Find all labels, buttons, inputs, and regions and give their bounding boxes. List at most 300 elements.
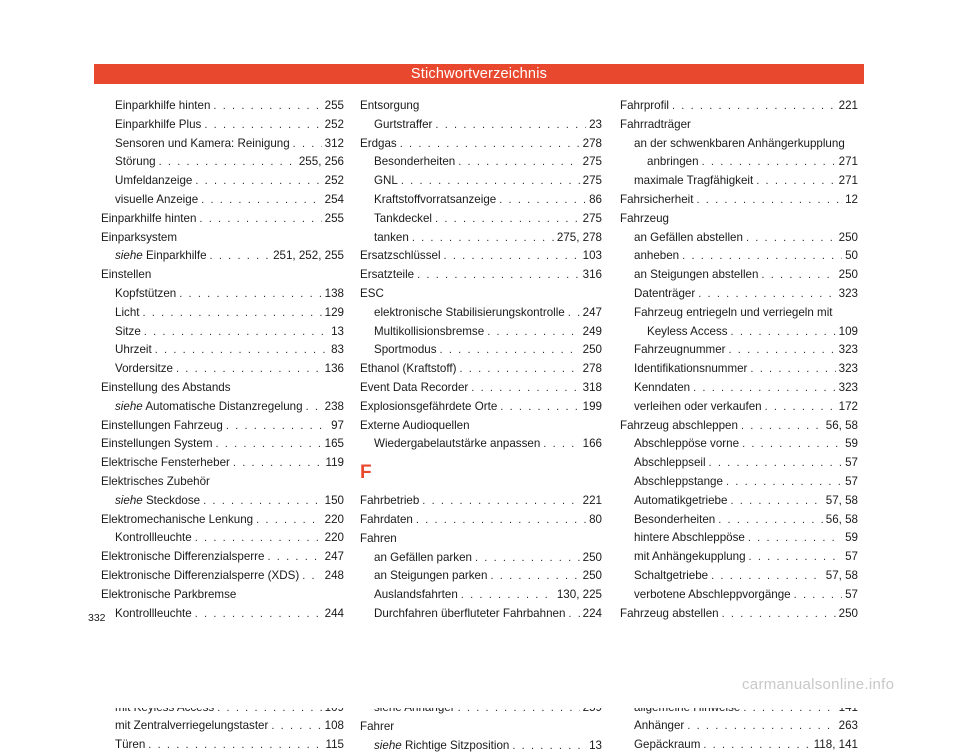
index-entry-label (360, 718, 394, 737)
index-entry-label (374, 567, 487, 586)
index-entry-page[interactable]: 250 (839, 266, 858, 285)
page-number: 332 (88, 612, 106, 624)
index-entry-label (360, 379, 468, 398)
index-entry-label (634, 736, 700, 755)
index-entry-label (634, 135, 845, 154)
index-entry-text: Tankdeckel (374, 212, 432, 225)
index-entry-page[interactable]: 12 (845, 191, 858, 210)
index-entry-label (374, 737, 509, 755)
index-entry-page[interactable]: 50 (845, 247, 858, 266)
index-entry-page[interactable]: 130, 225 (557, 586, 602, 605)
index-entry (360, 360, 602, 379)
dot-leader (203, 492, 322, 511)
index-entry-page[interactable]: 250 (839, 605, 858, 624)
index-entry-page[interactable]: 271 (839, 153, 858, 172)
index-entry (360, 567, 602, 586)
dot-leader (761, 266, 835, 285)
index-entry-label (115, 191, 198, 210)
letter-heading-text: F (360, 454, 372, 492)
index-entry-text: Einparksystem (101, 231, 177, 244)
index-entry (620, 360, 858, 379)
index-entry-label (115, 172, 192, 191)
index-entry (101, 266, 344, 285)
index-entry (360, 492, 602, 511)
index-entry (101, 229, 344, 248)
dot-leader (302, 567, 321, 586)
index-entry-page[interactable]: 323 (839, 360, 858, 379)
index-entry-text: tanken (374, 231, 409, 244)
index-entry-text: Durchfahren überfluteter Fahrbahnen (374, 607, 565, 620)
dot-leader (422, 492, 579, 511)
index-entry (360, 247, 602, 266)
index-entry-page[interactable]: 57 (845, 586, 858, 605)
index-entry-text: an der schwenkbaren Anhängerkupplung (634, 137, 845, 150)
index-entry-text: Ersatzschlüssel (360, 249, 441, 262)
index-entry (360, 172, 602, 191)
index-entry-page[interactable]: 221 (839, 97, 858, 116)
index-entry (101, 97, 344, 116)
index-entry-label (374, 435, 540, 454)
index-entry-page[interactable]: 57 (845, 454, 858, 473)
dot-leader (210, 247, 271, 266)
index-entry-page[interactable]: 13 (331, 323, 344, 342)
index-entry-label (115, 398, 303, 417)
index-entry-text: Einstellungen Fahrzeug (101, 419, 223, 432)
dot-leader (401, 172, 580, 191)
index-entry-page[interactable]: 57, 58 (826, 492, 858, 511)
dot-leader (271, 717, 321, 736)
dot-leader (459, 360, 579, 379)
index-entry-label (101, 511, 253, 530)
index-entry (101, 398, 344, 417)
index-entry (101, 567, 344, 586)
index-entry-page[interactable]: 312 (325, 135, 344, 154)
index-entry-label (115, 153, 156, 172)
index-entry-label (634, 492, 727, 511)
index-entry-page[interactable]: 318 (583, 379, 602, 398)
index-entry-page[interactable]: 118, 141 (814, 736, 858, 755)
index-entry (620, 247, 858, 266)
index-entry-text: Vordersitze (115, 362, 173, 375)
dot-leader (148, 736, 322, 755)
index-entry-page[interactable]: 166 (583, 435, 602, 454)
index-entry-text: Keyless Access (647, 325, 728, 338)
index-entry-label (101, 417, 223, 436)
index-entry-label (360, 530, 397, 549)
index-entry-page[interactable]: 263 (839, 717, 858, 736)
dot-leader (412, 229, 554, 248)
index-entry-label (101, 567, 299, 586)
dot-leader (742, 435, 842, 454)
index-entry-page[interactable]: 275 (583, 172, 602, 191)
index-entry (101, 736, 344, 755)
index-entry-page[interactable]: 115 (326, 736, 344, 755)
index-entry-text: mit Zentralverriegelungstaster (115, 719, 268, 732)
index-entry (620, 473, 858, 492)
index-entry-label (647, 323, 728, 342)
index-entry-page[interactable]: 221 (583, 492, 602, 511)
index-entry-page[interactable]: 136 (325, 360, 344, 379)
index-entry (101, 191, 344, 210)
index-entry-page[interactable]: 172 (839, 398, 858, 417)
index-entry-page[interactable]: 224 (583, 605, 602, 624)
index-entry (360, 97, 602, 116)
dot-leader (400, 135, 580, 154)
index-entry-label (360, 511, 413, 530)
index-entry-page[interactable]: 138 (325, 285, 344, 304)
index-entry-page[interactable]: 252 (325, 116, 344, 135)
watermark: carmanualsonline.info (742, 676, 894, 693)
index-entry-page[interactable]: 250 (583, 341, 602, 360)
index-entry-page[interactable]: 316 (583, 266, 602, 285)
index-entry (620, 285, 858, 304)
index-entry (620, 454, 858, 473)
index-entry-text: Automatische Distanzregelung (145, 400, 302, 413)
dot-leader (440, 341, 580, 360)
dot-leader (703, 736, 810, 755)
dot-leader (765, 398, 836, 417)
index-entry-text: an Steigungen abstellen (634, 268, 758, 281)
index-entry (620, 605, 858, 624)
index-entry (620, 717, 858, 736)
index-entry-label (115, 285, 176, 304)
index-entry-text: Datenträger (634, 287, 695, 300)
index-entry-page[interactable]: 56, 58 (826, 417, 858, 436)
index-entry-label (101, 473, 210, 492)
index-entry-label (634, 172, 753, 191)
dot-leader (159, 153, 296, 172)
dot-leader (444, 247, 580, 266)
dot-leader (726, 473, 842, 492)
index-entry-text: visuelle Anzeige (115, 193, 198, 206)
index-entry-label (374, 549, 472, 568)
index-entry-text: Steckdose (146, 494, 200, 507)
index-entry-text: verbotene Abschleppvorgänge (634, 588, 791, 601)
dot-leader (471, 379, 579, 398)
index-entry-text: Fahrzeug abstellen (620, 607, 719, 620)
dot-leader (293, 135, 322, 154)
index-entry-page[interactable]: 220 (325, 529, 344, 548)
dot-leader (693, 379, 836, 398)
index-entry-page[interactable]: 275 (583, 210, 602, 229)
index-entry-label (101, 586, 236, 605)
index-entry-page[interactable]: 59 (845, 435, 858, 454)
index-entry-text: Multikollisionsbremse (374, 325, 484, 338)
index-entry-text: elektronische Stabilisierungskontrolle (374, 306, 565, 319)
index-entry (101, 435, 344, 454)
index-entry-text: Abschleppöse vorne (634, 437, 739, 450)
index-entry-page[interactable]: 278 (583, 360, 602, 379)
index-entry-page[interactable]: 238 (325, 398, 344, 417)
index-entry-page[interactable]: 109 (839, 323, 858, 342)
index-entry-text: Elektronische Differenzialsperre (101, 550, 264, 563)
dot-leader (233, 454, 323, 473)
index-entry-text: Auslandsfahrten (374, 588, 458, 601)
index-entry (101, 116, 344, 135)
index-entry-page[interactable]: 250 (583, 567, 602, 586)
index-entry (620, 135, 858, 154)
index-entry (620, 417, 858, 436)
index-entry (360, 285, 602, 304)
index-entry (101, 135, 344, 154)
index-entry-text: Kraftstoffvorratsanzeige (374, 193, 496, 206)
index-entry (620, 567, 858, 586)
index-entry (101, 605, 344, 624)
index-entry-page[interactable]: 57 (845, 473, 858, 492)
index-entry-label (634, 586, 791, 605)
index-entry-label (374, 341, 437, 360)
index-entry (101, 717, 344, 736)
index-entry-page[interactable]: 323 (839, 341, 858, 360)
dot-leader (756, 172, 835, 191)
index-entry-page[interactable]: 83 (331, 341, 344, 360)
index-entry-text: Sportmodus (374, 343, 437, 356)
index-entry-page[interactable]: 150 (325, 492, 344, 511)
index-entry-label (101, 229, 177, 248)
dot-leader (144, 323, 328, 342)
index-entry-page[interactable]: 247 (583, 304, 602, 323)
index-entry-text: Fahrsicherheit (620, 193, 693, 206)
index-entry-page[interactable]: 255, 256 (299, 153, 344, 172)
dot-leader (682, 247, 842, 266)
index-entry-text: Einstellung des Abstands (101, 381, 231, 394)
index-entry-text: Einparkhilfe hinten (115, 99, 210, 112)
index-entry-page[interactable]: 119 (326, 454, 344, 473)
index-entry-text: Sitze (115, 325, 141, 338)
index-entry-label (374, 172, 398, 191)
index-entry-label (634, 266, 758, 285)
dot-leader (711, 567, 823, 586)
index-entry-page[interactable]: 323 (839, 379, 858, 398)
index-entry (360, 737, 602, 755)
index-entry-text: an Steigungen parken (374, 569, 487, 582)
index-entry (101, 153, 344, 172)
index-entry-text: an Gefällen parken (374, 551, 472, 564)
index-entry-text: Event Data Recorder (360, 381, 468, 394)
index-entry-text: hintere Abschleppöse (634, 531, 745, 544)
index-entry-label (634, 529, 745, 548)
index-entry (101, 379, 344, 398)
dot-leader (499, 191, 586, 210)
dot-leader (750, 360, 835, 379)
index-entry (620, 435, 858, 454)
dot-leader (458, 153, 579, 172)
index-entry (101, 548, 344, 567)
dot-leader (731, 323, 836, 342)
index-entry (360, 718, 602, 737)
index-entry-text: Explosionsgefährdete Orte (360, 400, 497, 413)
index-entry-label (115, 492, 200, 511)
index-entry-page[interactable]: 255 (325, 210, 344, 229)
index-entry-label (115, 605, 192, 624)
index-entry (620, 153, 858, 172)
index-entry (360, 266, 602, 285)
index-entry-page[interactable]: 108 (325, 717, 344, 736)
dot-leader (226, 417, 328, 436)
dot-leader (568, 304, 580, 323)
index-entry-page[interactable]: 250 (839, 229, 858, 248)
dot-leader (543, 435, 579, 454)
index-entry-label (101, 548, 264, 567)
index-entry (620, 210, 858, 229)
index-entry-text: Wiedergabelautstärke anpassen (374, 437, 540, 450)
section-header-bar (94, 64, 864, 84)
index-entry-label (634, 511, 715, 530)
index-entry-text: Automatikgetriebe (634, 494, 727, 507)
index-entry (101, 341, 344, 360)
index-entry (360, 341, 602, 360)
dot-leader (416, 511, 586, 530)
index-letter-heading (360, 454, 602, 492)
dot-leader (490, 567, 579, 586)
index-entry (360, 135, 602, 154)
index-entry-text: Elektrisches Zubehör (101, 475, 210, 488)
index-entry (101, 323, 344, 342)
index-entry-page[interactable]: 252 (325, 172, 344, 191)
index-entry-text: Elektronische Differenzialsperre (XDS) (101, 569, 299, 582)
dot-leader (475, 549, 580, 568)
index-entry-label (620, 210, 669, 229)
index-entry-label (115, 135, 290, 154)
index-entry-text: Ersatzteile (360, 268, 414, 281)
index-entry (101, 586, 344, 605)
index-entry-page[interactable]: 254 (325, 191, 344, 210)
index-entry-page[interactable]: 103 (583, 247, 602, 266)
index-entry (360, 379, 602, 398)
index-entry-page[interactable]: 255 (325, 97, 344, 116)
index-entry-label (374, 210, 432, 229)
dot-leader (709, 454, 843, 473)
index-entry-text: Abschleppstange (634, 475, 723, 488)
dot-leader (487, 323, 579, 342)
index-entry-label (620, 417, 738, 436)
index-entry-label (360, 360, 456, 379)
index-entry-text: Identifikationsnummer (634, 362, 747, 375)
index-entry-page[interactable]: 271 (839, 172, 858, 191)
index-entry (360, 153, 602, 172)
index-entry-text: Türen (115, 738, 145, 751)
index-entry-page[interactable]: 275 (583, 153, 602, 172)
dot-leader (461, 586, 554, 605)
index-entry (620, 341, 858, 360)
bottom-margin (0, 626, 960, 708)
index-entry (360, 210, 602, 229)
index-entry-label (634, 567, 708, 586)
dot-leader (749, 548, 843, 567)
index-entry (620, 379, 858, 398)
index-entry-label (634, 341, 726, 360)
index-entry-text: Störung (115, 155, 156, 168)
index-entry-page[interactable]: 57 (845, 548, 858, 567)
index-entry-text: Einparkhilfe hinten (101, 212, 196, 225)
index-entry (101, 473, 344, 492)
index-entry (620, 266, 858, 285)
dot-leader (195, 605, 322, 624)
index-entry-label (634, 379, 690, 398)
index-entry (360, 605, 602, 624)
dot-leader (216, 435, 322, 454)
dot-leader (718, 511, 823, 530)
index-entry-label (374, 323, 484, 342)
index-entry-page[interactable]: 199 (583, 398, 602, 417)
index-entry (620, 548, 858, 567)
index-entry-page[interactable]: 59 (845, 529, 858, 548)
index-entry-page[interactable]: 56, 58 (826, 511, 858, 530)
dot-leader (306, 398, 322, 417)
index-entry-page[interactable]: 244 (325, 605, 344, 624)
index-entry-label (620, 605, 719, 624)
index-entry-page[interactable]: 97 (331, 417, 344, 436)
index-entry-page[interactable]: 23 (589, 116, 602, 135)
index-entry-text: an Gefällen abstellen (634, 231, 743, 244)
index-entry-text: Einparkhilfe Plus (115, 118, 201, 131)
index-entry (101, 210, 344, 229)
index-entry-page[interactable]: 275, 278 (557, 229, 602, 248)
index-entry-page[interactable]: 247 (325, 548, 344, 567)
index-entry-text: verleihen oder verkaufen (634, 400, 762, 413)
index-entry-text: Elektrische Fensterheber (101, 456, 230, 469)
dot-leader (672, 97, 836, 116)
dot-leader (435, 116, 586, 135)
index-entry (620, 97, 858, 116)
index-entry-page[interactable]: 13 (589, 737, 602, 755)
index-entry-label (115, 360, 173, 379)
index-entry-page[interactable]: 220 (325, 511, 344, 530)
index-entry-page[interactable]: 278 (583, 135, 602, 154)
index-entry-text: mit Anhängekupplung (634, 550, 746, 563)
dot-leader (729, 341, 836, 360)
index-entry (360, 549, 602, 568)
index-entry-text: Licht (115, 306, 140, 319)
index-entry (101, 492, 344, 511)
index-entry-text: Richtige Sitzposition (405, 739, 509, 752)
dot-leader (179, 285, 321, 304)
index-entry-page[interactable]: 165 (325, 435, 344, 454)
index-entry (360, 116, 602, 135)
dot-leader (722, 605, 836, 624)
index-entry-page[interactable]: 249 (583, 323, 602, 342)
index-entry-page[interactable]: 248 (325, 567, 344, 586)
index-entry-label (101, 210, 196, 229)
index-entry-text: Einparkhilfe (146, 249, 207, 262)
index-entry-page[interactable]: 129 (325, 304, 344, 323)
dot-leader (213, 97, 321, 116)
index-entry-label (634, 473, 723, 492)
index-entry-label (634, 548, 746, 567)
index-entry-page[interactable]: 251, 252, 255 (273, 247, 344, 266)
index-entry-text: Fahrdaten (360, 513, 413, 526)
dot-leader (435, 210, 580, 229)
dot-leader (702, 153, 836, 172)
dot-leader (696, 191, 842, 210)
index-entry-page[interactable]: 250 (583, 549, 602, 568)
index-entry-page[interactable]: 86 (589, 191, 602, 210)
index-entry-text: Einstellungen System (101, 437, 213, 450)
index-entry-label (101, 379, 231, 398)
index-entry-label (360, 417, 470, 436)
index-entry-page[interactable]: 57, 58 (826, 567, 858, 586)
index-entry (620, 511, 858, 530)
index-entry-page[interactable]: 80 (589, 511, 602, 530)
index-entry-label (374, 116, 432, 135)
index-entry-page[interactable]: 323 (839, 285, 858, 304)
index-entry (620, 229, 858, 248)
index-entry-text: Fahrzeug (620, 212, 669, 225)
index-entry (360, 530, 602, 549)
index-entry (620, 398, 858, 417)
dot-leader (176, 360, 322, 379)
index-entry-text: Elektromechanische Lenkung (101, 513, 253, 526)
